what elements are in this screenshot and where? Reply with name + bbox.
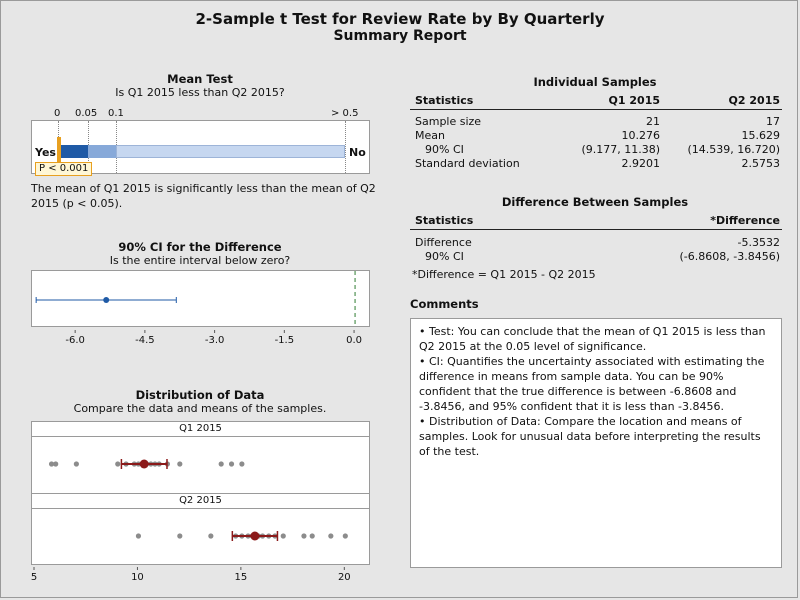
ci-panel xyxy=(31,270,370,327)
data-point xyxy=(177,533,182,538)
data-point xyxy=(208,533,213,538)
data-point xyxy=(281,533,286,538)
data-point xyxy=(177,461,182,466)
group-strip-q2: Q2 2015 xyxy=(32,493,369,509)
cell-q2: (14.539, 16.720) xyxy=(687,143,780,156)
ci-x-tick-label: -3.0 xyxy=(204,335,225,346)
mean-test-question: Is Q1 2015 less than Q2 2015? xyxy=(115,86,285,99)
report-subtitle: Summary Report xyxy=(333,28,467,44)
dist-x-tick-label: 10 xyxy=(131,572,144,583)
data-point xyxy=(53,461,58,466)
individual-header-rule xyxy=(410,109,782,110)
cell-label: 90% CI xyxy=(425,250,464,263)
scale-guide-05 xyxy=(345,121,346,173)
ci-plot xyxy=(32,271,369,326)
ci-x-tick-label: 0.0 xyxy=(346,335,363,346)
cell-label: Difference xyxy=(415,236,472,249)
group-mean-point xyxy=(140,460,149,469)
comment-test: • Test: You can conclude that the mean of Q1 2015 is less than Q2 2015 at the 0.05 level of significance. xyxy=(419,325,766,353)
cell-label: Sample size xyxy=(415,115,482,128)
cell-label: Standard deviation xyxy=(415,157,520,170)
individual-title: Individual Samples xyxy=(533,75,657,89)
significance-bar-moderate xyxy=(88,145,116,158)
p-value-badge: P < 0.001 xyxy=(35,162,92,176)
cell-q2: 15.629 xyxy=(741,129,780,142)
scale-label-005: 0.05 xyxy=(75,108,98,119)
group-strip-q1: Q1 2015 xyxy=(32,422,369,437)
yes-label: Yes xyxy=(35,146,56,159)
cell-label: 90% CI xyxy=(425,143,464,156)
comments-title: Comments xyxy=(410,297,479,311)
cell-q2: 2.5753 xyxy=(741,157,780,170)
cell-q1: (9.177, 11.38) xyxy=(581,143,660,156)
cell-q1: 2.9201 xyxy=(621,157,660,170)
ci-x-axis xyxy=(31,330,391,350)
dist-plot xyxy=(32,422,369,564)
dist-x-tick-label: 5 xyxy=(31,572,38,583)
comment-distribution: • Distribution of Data: Compare the location and means of samples. Look for unusual data before interpreting the results of the test. xyxy=(419,415,761,458)
group-mean-point xyxy=(250,532,259,541)
individual-header-q2: Q2 2015 xyxy=(728,94,780,107)
ci-title: 90% CI for the Difference xyxy=(118,240,282,254)
cell-q1: 21 xyxy=(646,115,660,128)
data-point xyxy=(115,461,120,466)
difference-header-stat: Statistics xyxy=(415,214,474,227)
dist-x-tick-label: 20 xyxy=(337,572,351,583)
dist-panel xyxy=(31,421,370,565)
data-point xyxy=(74,461,79,466)
scale-label-01: 0.1 xyxy=(108,108,124,119)
cell-value: (-6.8608, -3.8456) xyxy=(679,250,780,263)
significance-bar-weak xyxy=(116,145,345,158)
data-point xyxy=(136,533,141,538)
cell-label: Mean xyxy=(415,129,445,142)
difference-title: Difference Between Samples xyxy=(501,195,689,209)
difference-header-diff: *Difference xyxy=(710,214,780,227)
mean-test-title: Mean Test xyxy=(167,72,233,86)
individual-header-stat: Statistics xyxy=(415,94,474,107)
comment-ci: • CI: Quantifies the uncertainty associated with estimating the difference in means from sample data. You can be 90% confident that the true difference is between -6.8608 and -3.8456, and 95% confident that it is less than -3.8456. xyxy=(419,355,765,413)
dist-subtitle: Compare the data and means of the samples. xyxy=(73,402,327,415)
cell-q1: 10.276 xyxy=(621,129,660,142)
dist-title: Distribution of Data xyxy=(135,388,265,402)
data-point xyxy=(343,533,348,538)
ci-question: Is the entire interval below zero? xyxy=(109,254,291,267)
significance-bar-strong xyxy=(58,145,88,158)
data-point xyxy=(301,533,306,538)
no-label: No xyxy=(349,146,366,159)
dist-x-axis xyxy=(31,567,391,587)
ci-estimate-point xyxy=(103,297,109,303)
p-value-marker xyxy=(57,137,61,163)
scale-label-0: 0 xyxy=(54,108,61,119)
ci-x-tick-label: -6.0 xyxy=(65,335,85,346)
cell-value: -5.3532 xyxy=(737,236,780,249)
comments-panel xyxy=(410,318,782,568)
cell-q2: 17 xyxy=(766,115,780,128)
data-point xyxy=(219,461,224,466)
report-title: 2-Sample t Test for Review Rate by By Quarterly xyxy=(195,10,605,28)
scale-label-05: > 0.5 xyxy=(331,108,359,119)
difference-footnote: *Difference = Q1 2015 - Q2 2015 xyxy=(412,268,596,281)
data-point xyxy=(229,461,234,466)
ci-x-tick-label: -4.5 xyxy=(135,335,155,346)
data-point xyxy=(310,533,315,538)
mean-test-panel xyxy=(31,120,370,174)
ci-x-tick-label: -1.5 xyxy=(274,335,295,346)
data-point xyxy=(328,533,333,538)
mean-test-conclusion: The mean of Q1 2015 is significantly less than the mean of Q2 2015 (p < 0.05). xyxy=(31,182,376,210)
individual-header-q1: Q1 2015 xyxy=(608,94,660,107)
data-point xyxy=(239,461,244,466)
dist-x-tick-label: 15 xyxy=(234,572,248,583)
difference-header-rule xyxy=(410,229,782,230)
